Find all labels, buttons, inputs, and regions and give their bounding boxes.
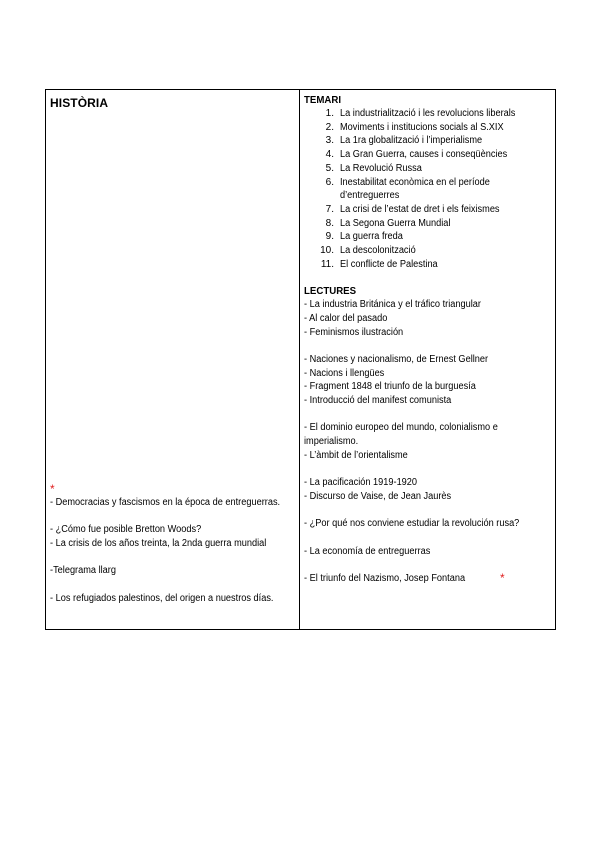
list-item: - Discurso de Vaise, de Jean Jaurès <box>304 490 452 502</box>
historia-readings <box>50 483 295 606</box>
list-item: - ¿Cómo fue posible Bretton Woods? <box>50 524 202 536</box>
list-item: - Introducció del manifest comunista <box>304 395 452 407</box>
list-item: 10. La descolonització <box>320 245 416 257</box>
list-item: - Nacions i llengües <box>304 367 385 379</box>
list-item: - El dominio europeo del mundo, colonialismo e imperialismo. <box>304 422 498 448</box>
list-item: - El triunfo del Nazismo, Josep Fontana <box>304 573 466 585</box>
list-item: 5. La Revolució Russa <box>325 162 422 174</box>
list-item: - Fragment 1848 el triunfo de la burguesía <box>304 381 476 393</box>
list-item: 9. La guerra freda <box>325 231 403 243</box>
right-column <box>304 94 554 586</box>
star-mark: * <box>500 571 505 586</box>
column-divider <box>299 90 300 629</box>
lectures-title: LECTURES <box>304 285 357 298</box>
temari-list <box>304 107 554 271</box>
list-item: - Al calor del pasado <box>304 312 388 324</box>
list-item: - Democracias y fascismos en la época de entreguerras. <box>50 497 281 508</box>
temari-title: TEMARI <box>304 94 342 106</box>
list-item: - La economía de entreguerras <box>304 545 431 557</box>
star-mark: * <box>50 482 55 496</box>
list-item: 1. La industrialització i les revolucions liberals <box>325 108 516 119</box>
list-item: 2. Moviments i institucions socials al S.XIX <box>325 121 504 133</box>
list-item-continuation: d’entreguerres <box>340 190 400 202</box>
historia-column <box>50 96 295 626</box>
list-item: 6. Inestabilitat econòmica en el període <box>325 176 490 188</box>
list-item: 11. El conflicte de Palestina <box>320 258 438 270</box>
list-item: - Naciones y nacionalismo, de Ernest Gellner <box>304 353 489 365</box>
list-item: - La crisis de los años treinta, la 2nda guerra mundial <box>50 538 267 550</box>
list-item: - ¿Por qué nos conviene estudiar la revolución rusa? <box>304 518 520 530</box>
list-item: - Feminismos ilustración <box>304 326 404 338</box>
list-item: 7. La crisi de l’estat de dret i els feixismes <box>325 203 500 215</box>
list-item: 4. La Gran Guerra, causes i conseqüències <box>325 149 508 161</box>
historia-title: HISTÒRIA <box>50 96 109 110</box>
list-item: - L’àmbit de l’orientalisme <box>304 449 408 461</box>
list-item: - La pacificación 1919-1920 <box>304 477 418 489</box>
lectures-list <box>304 298 554 586</box>
list-item: -Telegrama llarg <box>50 565 116 577</box>
list-item: 3. La 1ra globalització i l’imperialisme <box>325 135 483 147</box>
syllabus-table <box>45 89 556 630</box>
list-item: 8. La Segona Guerra Mundial <box>325 217 451 229</box>
list-item: - La industria Británica y el tráfico triangular <box>304 299 481 311</box>
list-item: - Los refugiados palestinos, del origen a nuestros días. <box>50 592 274 604</box>
